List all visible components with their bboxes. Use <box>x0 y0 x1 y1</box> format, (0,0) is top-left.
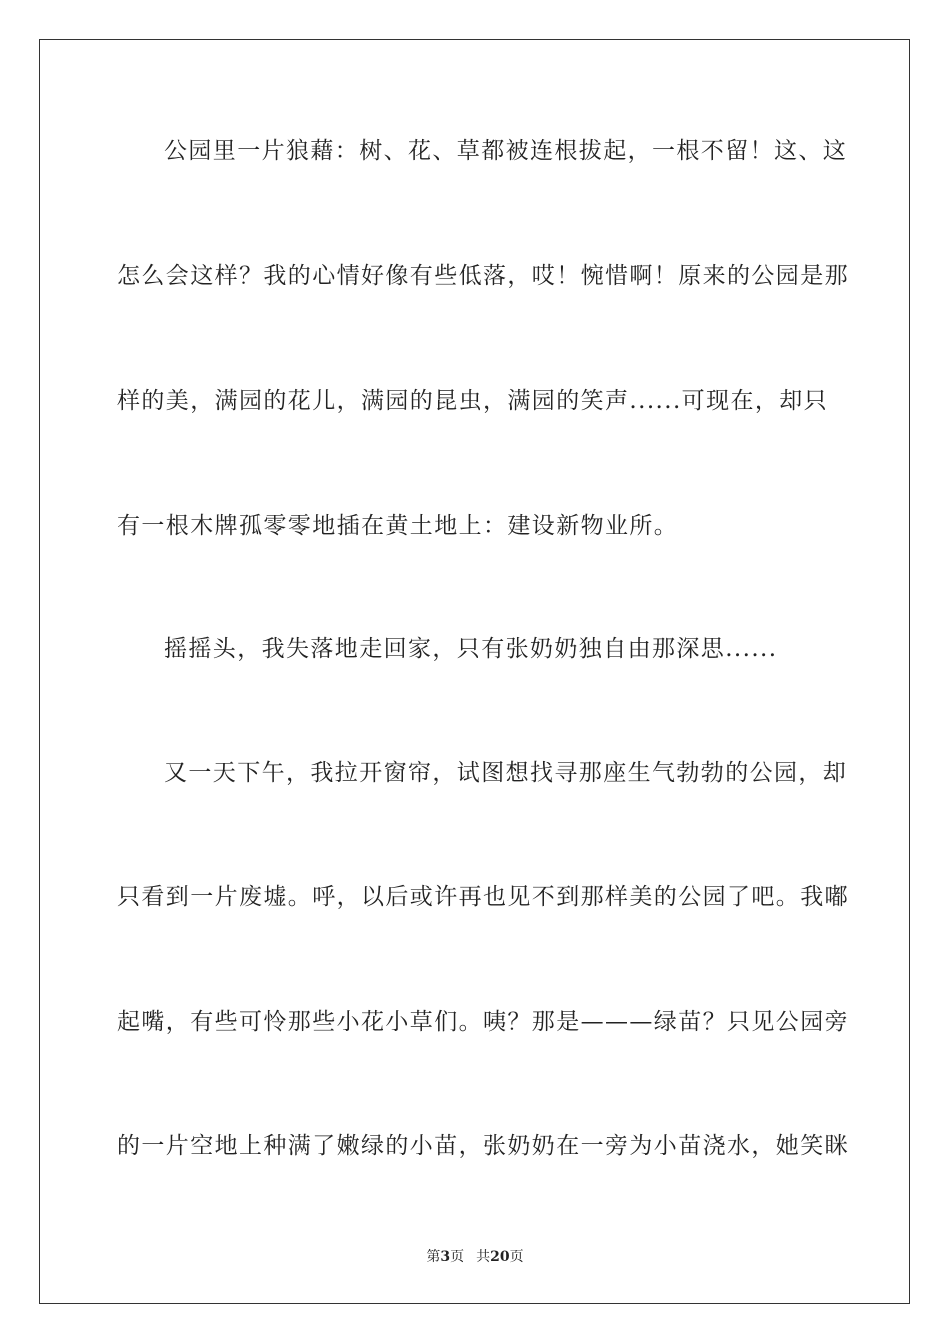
page-footer <box>0 1248 950 1266</box>
text-line: 又一天下午，我拉开窗帘，试图想找寻那座生气勃勃的公园，却 <box>164 760 848 786</box>
total-pages: 20 <box>490 1249 510 1265</box>
page-number: 3 <box>440 1249 451 1265</box>
total-suffix: 页 <box>509 1249 524 1265</box>
text-line: 的一片空地上种满了嫩绿的小苗，张奶奶在一旁为小苗浇水，她笑眯 <box>117 1133 849 1159</box>
page-prefix: 第 <box>426 1249 441 1265</box>
text-line: 怎么会这样？我的心情好像有些低落，哎！惋惜啊！原来的公园是那 <box>117 263 849 289</box>
text-line: 只看到一片废墟。呼，以后或许再也见不到那样美的公园了吧。我嘟 <box>117 884 849 910</box>
text-line: 公园里一片狼藉：树、花、草都被连根拔起，一根不留！这、这 <box>164 138 848 164</box>
text-line: 有一根木牌孤零零地插在黄土地上：建设新物业所。 <box>117 513 679 539</box>
text-line: 起嘴，有些可怜那些小花小草们。咦？那是———绿苗？只见公园旁 <box>117 1009 849 1035</box>
total-prefix: 共 <box>476 1249 491 1265</box>
page-border <box>39 39 910 1304</box>
text-line: 摇摇头，我失落地走回家，只有张奶奶独自由那深思...... <box>164 636 778 662</box>
page-suffix: 页 <box>450 1249 465 1265</box>
text-line: 样的美，满园的花儿，满园的昆虫，满园的笑声......可现在，却只 <box>117 388 829 414</box>
